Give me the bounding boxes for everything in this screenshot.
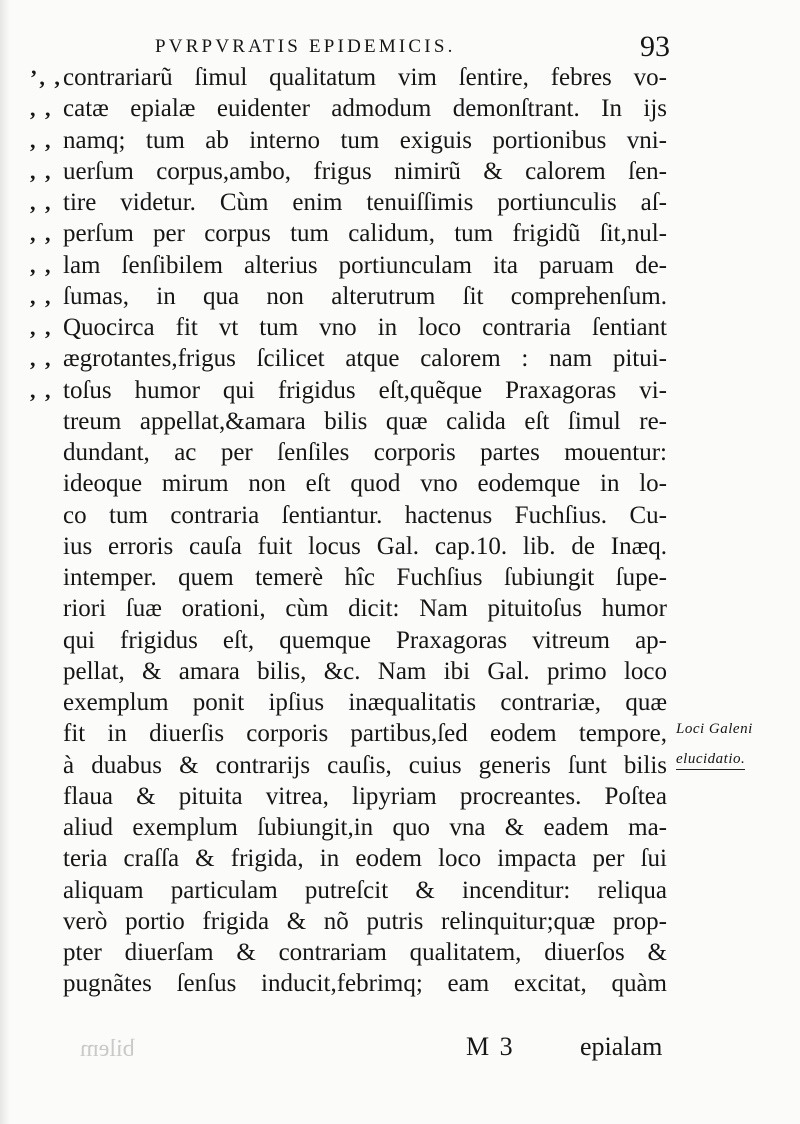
line-text: ægrotantes,frigus ſcilicet atque calorem : nam pitui- — [63, 345, 667, 373]
line-text: pugnãtes ſenſus inducit,febrimq; eam excitat, quàm — [63, 970, 667, 998]
line-text: ſumas, in qua non alterutrum ſit comprehenſum. — [63, 282, 667, 310]
text-line — [0, 906, 800, 937]
text-line — [0, 343, 800, 374]
text-line — [0, 531, 800, 562]
text-line — [0, 125, 800, 156]
line-text: Quocirca fit vt tum vno in loco contraria ſentiant — [63, 314, 667, 341]
line-text: toſus humor qui frigidus eſt,quẽque Praxagoras vi- — [63, 376, 667, 404]
line-text: à duabus & contrarijs cauſis, cuius generis ſunt bilis — [63, 751, 667, 779]
page-header — [150, 30, 670, 64]
text-line — [0, 437, 800, 468]
page-footer — [0, 1032, 800, 1072]
line-text: catæ epialæ euidenter admodum demonſtrant. In ijs — [63, 95, 667, 123]
show-through-text: bilem — [80, 1036, 135, 1062]
quotation-mark: , , — [30, 127, 53, 153]
quotation-mark: , , — [30, 315, 53, 340]
catchword: epialam — [580, 1032, 663, 1061]
line-text: contrariarũ ſimul qualitatum vim ſentire, febres vo- — [63, 64, 667, 91]
line-text: tire videtur. Cùm enim tenuiſſimis portiunculis aſ- — [63, 189, 667, 216]
text-line — [0, 562, 800, 593]
line-text: qui frigidus eſt, quemque Praxagoras vitreum ap- — [63, 626, 667, 654]
text-line — [0, 156, 800, 187]
text-line — [0, 843, 800, 874]
line-text: treum appellat,&amara bilis quæ calida eſt ſimul re- — [63, 407, 667, 435]
text-line — [0, 281, 800, 312]
text-line — [0, 968, 800, 999]
text-block — [0, 62, 800, 1000]
text-line — [0, 468, 800, 499]
text-line — [0, 593, 800, 624]
text-line — [0, 218, 800, 249]
line-text: riori ſuæ orationi, cùm dicit: Nam pituitoſus humor — [63, 595, 667, 623]
quotation-mark: , , — [30, 377, 53, 403]
text-line — [0, 812, 800, 843]
quotation-mark: , , — [30, 283, 53, 309]
text-line — [0, 312, 800, 343]
quotation-mark: , , — [30, 221, 53, 247]
line-text: ideoque mirum non eſt quod vno eodemque in lo- — [63, 470, 667, 498]
quotation-mark: ’, , — [30, 65, 62, 90]
text-line — [0, 687, 800, 718]
quotation-mark: , , — [30, 96, 53, 122]
text-line — [0, 500, 800, 531]
line-text: aliud exemplum ſubiungit,in quo vna & eadem ma- — [63, 814, 667, 841]
line-text: namq; tum ab interno tum exiguis portionibus vni- — [63, 126, 667, 154]
text-line — [0, 62, 800, 93]
quotation-mark: , , — [30, 346, 53, 372]
line-text: pellat, & amara bilis, &c. Nam ibi Gal. primo loco — [63, 657, 667, 685]
margin-note-line-1: Loci Galeni — [676, 721, 753, 737]
line-text: uerſum corpus,ambo, frigus nimirũ & calorem ſen- — [63, 157, 667, 185]
line-text: verò portio frigida & nõ putris relinquitur;quæ prop- — [63, 907, 667, 935]
text-line — [0, 406, 800, 437]
running-title: PVRPVRATIS EPIDEMICIS. — [155, 36, 456, 57]
line-text: exemplum ponit ipſius inæqualitatis contrariæ, quæ — [63, 689, 667, 716]
line-text: pter diuerſam & contrariam qualitatem, diuerſos & — [63, 939, 667, 966]
line-text: fit in diuerſis corporis partibus,ſed eodem tempore, — [63, 720, 667, 748]
line-text: co tum contraria ſentiantur. hactenus Fuchſius. Cu- — [63, 501, 667, 529]
page-number: 93 — [640, 30, 670, 63]
line-text: aliquam particulam putreſcit & incenditur: reliqua — [63, 876, 667, 904]
line-text: ius erroris cauſa fuit locus Gal. cap.10. lib. de Inæq. — [63, 532, 667, 560]
line-text: lam ſenſibilem alterius portiunculam ita paruam de- — [63, 251, 667, 279]
text-line — [0, 937, 800, 968]
line-text: intemper. quem temerè hîc Fuchſius ſubiungit ſupe- — [63, 564, 667, 591]
text-line — [0, 625, 800, 656]
signature-mark: M 3 — [466, 1032, 515, 1061]
line-text: flaua & pituita vitrea, lipyriam procreantes. Poſtea — [63, 782, 667, 810]
quotation-mark: , , — [30, 190, 53, 215]
text-line — [0, 875, 800, 906]
text-line — [0, 250, 800, 281]
text-line — [0, 93, 800, 124]
text-line — [0, 187, 800, 218]
quotation-mark: , , — [30, 252, 53, 278]
margin-note-line-2: elucidatio. — [676, 751, 745, 770]
line-text: teria craſſa & frigida, in eodem loco impacta per ſui — [63, 845, 667, 873]
line-text: perſum per corpus tum calidum, tum frigidũ ſit,nul- — [63, 220, 667, 248]
text-line — [0, 375, 800, 406]
line-text: dundant, ac per ſenſiles corporis partes mouentur: — [63, 439, 667, 466]
quotation-mark: , , — [30, 158, 53, 184]
text-line — [0, 656, 800, 687]
text-line — [0, 781, 800, 812]
